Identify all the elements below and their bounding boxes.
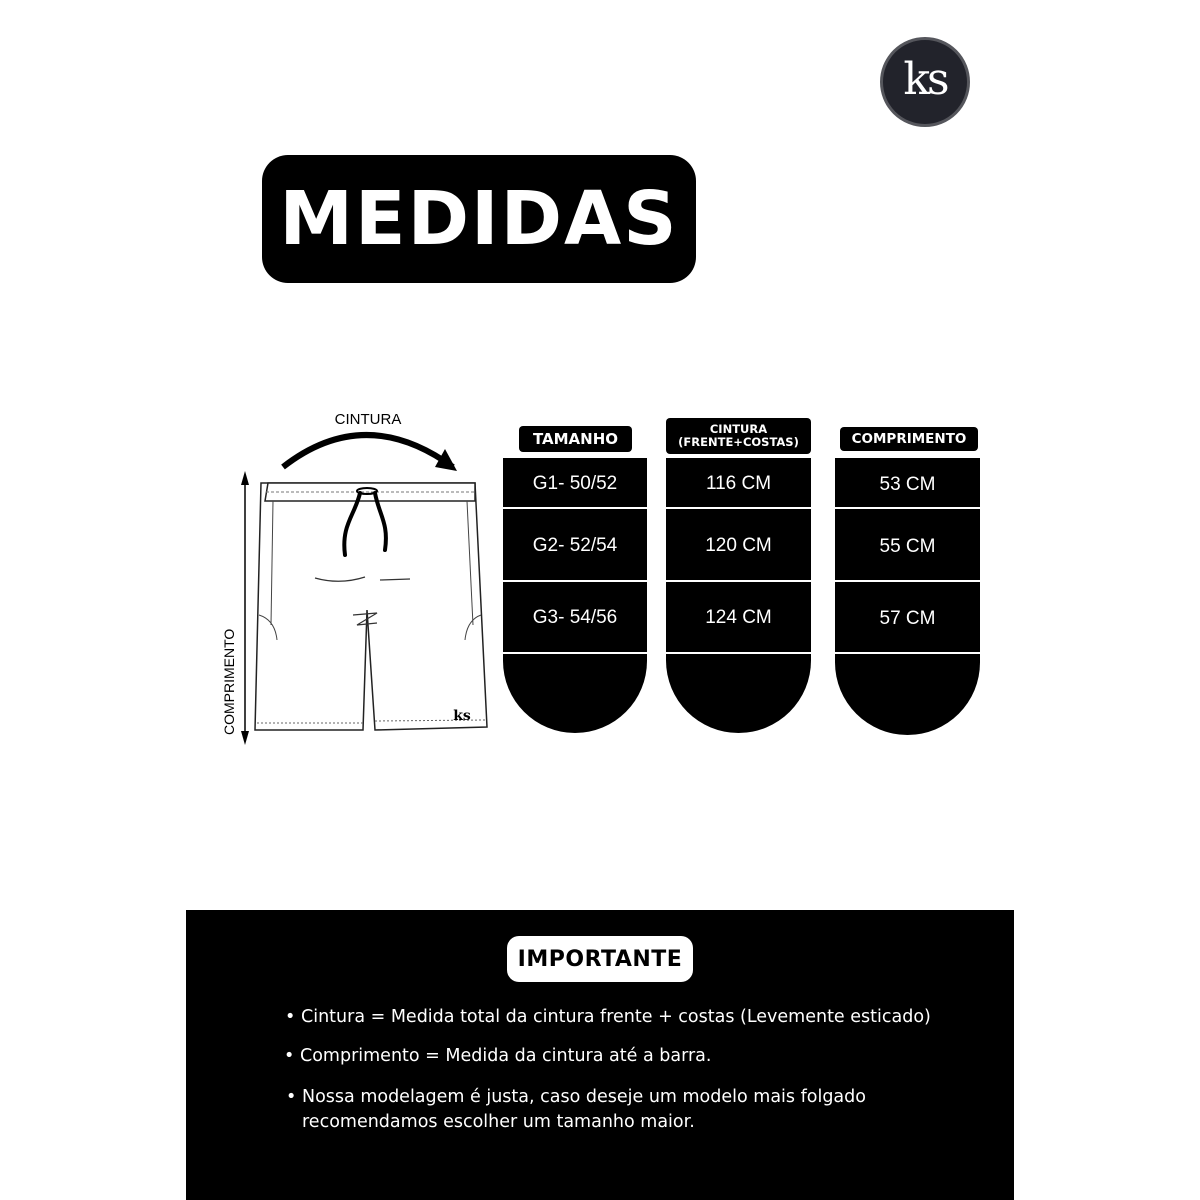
- header-comprimento: [840, 427, 978, 451]
- shorts-diagram: [215, 405, 505, 745]
- title-banner: [262, 155, 696, 283]
- column-cintura: [666, 458, 811, 733]
- header-cintura: [666, 418, 811, 454]
- waist-label: CINTURA: [334, 411, 402, 428]
- length-arrow-bottom: [241, 731, 249, 745]
- shorts-outline: [255, 483, 487, 730]
- note-fit: • Nossa modelagem é justa, caso deseje um modelo mais folgado recomendamos escolher um tamanho maior.: [286, 1087, 866, 1132]
- note-waist: • Cintura = Medida total da cintura frente + costas (Levemente esticado): [285, 1007, 931, 1027]
- cell-size-1: G1- 50/52: [532, 473, 618, 494]
- cell-waist-1: 116 CM: [705, 473, 772, 494]
- important-title: IMPORTANTE: [517, 946, 683, 972]
- column-comprimento: [835, 458, 980, 735]
- note-length-text: Comprimento = Medida da cintura até a barra.: [300, 1046, 712, 1066]
- note-waist-text: Cintura = Medida total da cintura frente + costas (Levemente esticado): [301, 1007, 931, 1027]
- brand-logo: [880, 37, 970, 127]
- shorts-tag: ks: [453, 708, 471, 724]
- important-badge: [507, 936, 693, 982]
- page-title: MEDIDAS: [279, 176, 679, 262]
- logo-text: ks: [903, 54, 947, 105]
- cell-waist-2: 120 CM: [705, 535, 772, 556]
- header-cintura-line2: (FRENTE+COSTAS): [678, 435, 799, 449]
- note-length: • Comprimento = Medida da cintura até a barra.: [284, 1046, 712, 1066]
- cell-size-2: G2- 52/54: [532, 535, 618, 556]
- header-tamanho-label: TAMANHO: [532, 429, 619, 448]
- note-fit-text: Nossa modelagem é justa, caso deseje um modelo mais folgado recomendamos escolher um tamanho maior.: [302, 1087, 866, 1132]
- cell-size-3: G3- 54/56: [532, 607, 618, 628]
- header-tamanho: [519, 426, 632, 452]
- length-arrow-top: [241, 471, 249, 485]
- length-label: COMPRIMENTO: [221, 628, 237, 735]
- header-comprimento-label: COMPRIMENTO: [851, 430, 967, 447]
- header-cintura-line1: CINTURA: [709, 422, 768, 437]
- cell-waist-3: 124 CM: [705, 607, 772, 628]
- column-tamanho: [503, 458, 647, 733]
- cell-length-3: 57 CM: [879, 608, 936, 629]
- cell-length-2: 55 CM: [879, 536, 936, 557]
- waist-arrow: [283, 435, 453, 467]
- cell-length-1: 53 CM: [879, 474, 936, 495]
